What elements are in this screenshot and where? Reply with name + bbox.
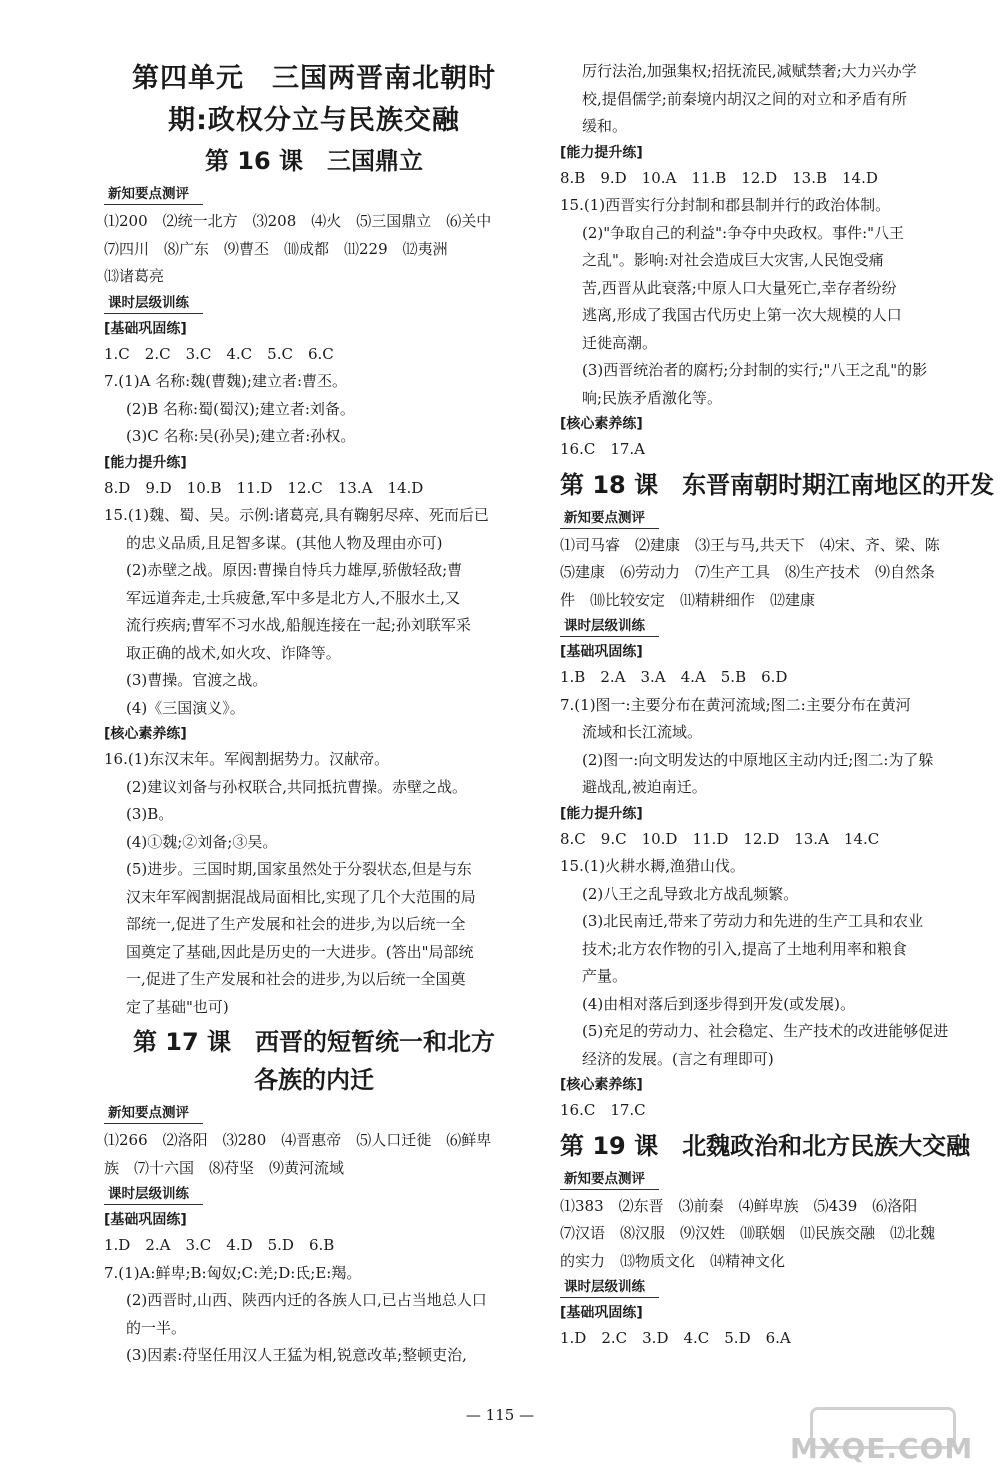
- answer-line: 8.B 9.D 10.A 11.B 12.D 13.B 14.D: [560, 168, 878, 187]
- answer-line: (3)北民南迁,带来了劳动力和先进的生产工具和农业: [582, 912, 924, 930]
- exercise-heading: [基础巩固练]: [560, 1305, 643, 1321]
- section-heading: 课时层级训练: [560, 1278, 659, 1298]
- answer-line: ⑸建康 ⑹劳动力 ⑺生产工具 ⑻生产技术 ⑼自然条: [560, 563, 936, 581]
- section-wrapper: [560, 506, 990, 532]
- answer-line: (2)建议刘备与孙权联合,共同抵抗曹操。赤壁之战。: [126, 777, 468, 796]
- answer-line: 件 ⑽比较安定 ⑾精耕细作 ⑿建康: [560, 590, 816, 609]
- answer-line: 8.D 9.D 10.B 11.D 12.C 13.A 14.D: [104, 478, 424, 497]
- answer-line: 技术;北方农作物的引入,提高了土地利用率和粮食: [582, 939, 907, 958]
- exercise-heading: [能力提升练]: [104, 454, 187, 471]
- answer-line: 15.(1)西晋实行分封制和郡县制并行的政治体制。: [560, 196, 891, 214]
- section-wrapper: [104, 1182, 524, 1208]
- watermark-logo: [780, 1405, 974, 1465]
- answer-line: (2)B 名称:蜀(蜀汉);建立者:刘备。: [126, 399, 355, 418]
- lesson-title: 第 18 课 东晋南朝时期江南地区的开发: [560, 470, 995, 499]
- answer-line: 的一半。: [126, 1318, 187, 1337]
- lesson-title: 第 16 课 三国鼎立: [204, 147, 424, 175]
- exercise-heading: [核心素养练]: [560, 1077, 643, 1093]
- answer-line: ⑴司马睿 ⑵建康 ⑶王与马,共天下 ⑷宋、齐、梁、陈: [560, 535, 940, 554]
- answer-line: 军远道奔走,士兵疲惫,军中多是北方人,不服水土,又: [126, 588, 461, 607]
- answer-line: (2)八王之乱导致北方战乱频繁。: [582, 884, 799, 903]
- section-heading: 新知要点测评: [104, 1104, 203, 1124]
- section-heading: 新知要点测评: [104, 185, 203, 205]
- answer-line: (3)B。: [126, 805, 174, 823]
- answer-line: (3)因素:苻坚任用汉人王猛为相,锐意改革;整顿吏治,: [126, 1346, 467, 1364]
- unit-title: 期:政权分立与民族交融: [168, 105, 460, 136]
- watermark-text: MXQE.COM: [790, 1432, 974, 1465]
- answer-line: 的实力 ⒀物质文化 ⒁精神文化: [560, 1251, 786, 1270]
- answer-line: ⑺四川 ⑻广东 ⑼曹丕 ⑽成都 ⑾229 ⑿夷洲: [104, 239, 448, 258]
- answer-line: 经济的发展。(言之有理即可): [582, 1049, 774, 1068]
- answer-line: (3)曹操。官渡之战。: [126, 671, 268, 689]
- answer-line: 苦,西晋从此衰落;中原人口大量死亡,幸存者纷纷: [582, 278, 897, 297]
- answer-line: 1.D 2.A 3.C 4.D 5.D 6.B: [104, 1236, 335, 1254]
- answer-line: 的忠义品质,且足智多谋。(其他人物及理由亦可): [126, 533, 443, 552]
- section-wrapper: [104, 291, 524, 317]
- answer-line: 7.(1)A:鲜卑;B:匈奴;C:羌;D:氐;E:羯。: [104, 1263, 362, 1282]
- answer-line: (4)①魏;②刘备;③吴。: [126, 832, 278, 851]
- exercise-heading: [核心素养练]: [560, 416, 643, 432]
- answer-line: 缓和。: [582, 117, 628, 135]
- answer-line: ⑴266 ⑵洛阳 ⑶280 ⑷晋惠帝 ⑸人口迁徙 ⑹鲜卑: [104, 1131, 492, 1149]
- answer-line: ⑴200 ⑵统一北方 ⑶208 ⑷火 ⑸三国鼎立 ⑹关中: [104, 212, 492, 230]
- answer-line: 之乱"。影响:对社会造成巨大灾害,人民饱受痛: [582, 251, 884, 269]
- answer-line: ⑴383 ⑵东晋 ⑶前秦 ⑷鲜卑族 ⑸439 ⑹洛阳: [560, 1196, 918, 1215]
- lesson-title: 第 17 课 西晋的短暂统一和北方: [132, 1028, 496, 1056]
- answer-line: ⒀诸葛亮: [104, 267, 165, 285]
- answer-line: (5)充足的劳动力、社会稳定、生产技术的改进能够促进: [582, 1022, 949, 1040]
- answer-line: 1.B 2.A 3.A 4.A 5.B 6.D: [560, 668, 788, 686]
- answer-line: 15.(1)火耕水耨,渔猎山伐。: [560, 857, 745, 875]
- exercise-heading: [能力提升练]: [560, 144, 643, 161]
- exercise-heading: [基础巩固练]: [104, 1212, 187, 1228]
- left-column: [104, 58, 524, 1370]
- section-wrapper: [560, 1275, 990, 1301]
- answer-line: 15.(1)魏、蜀、吴。示例:诸葛亮,具有鞠躬尽瘁、死而后已: [104, 506, 489, 524]
- exercise-heading: [基础巩固练]: [104, 320, 187, 337]
- answer-line: 响;民族矛盾激化等。: [582, 388, 723, 407]
- lesson-title: 各族的内迁: [254, 1066, 374, 1094]
- answer-line: 定了基础"也可): [126, 997, 229, 1016]
- section-wrapper: [560, 1167, 990, 1193]
- answer-line: 流行疾病;曹军不习水战,船舰连接在一起;孙刘联军采: [126, 616, 471, 634]
- section-heading: 新知要点测评: [560, 509, 659, 529]
- answer-line: 厉行法治,加强集权;招抚流民,减赋禁奢;大力兴办学: [582, 62, 917, 80]
- answer-line: 校,提倡儒学;前秦境内胡汉之间的对立和矛盾有所: [582, 89, 907, 108]
- answer-line: 逃离,形成了我国古代历史上第一次大规模的人口: [582, 306, 902, 324]
- answer-line: 1.D 2.C 3.D 4.C 5.D 6.A: [560, 1329, 791, 1347]
- answer-line: 取正确的战术,如火攻、诈降等。: [126, 643, 341, 662]
- exercise-heading: [能力提升练]: [560, 805, 643, 822]
- answer-line: 7.(1)图一:主要分布在黄河流域;图二:主要分布在黄河: [560, 695, 911, 714]
- answer-line: 8.C 9.C 10.D 11.D 12.D 13.A 14.C: [560, 829, 880, 848]
- answer-line: 7.(1)A 名称:魏(曹魏);建立者:曹丕。: [104, 372, 348, 390]
- page-number: — 115 —: [465, 1406, 535, 1424]
- unit-title: 第四单元 三国两晋南北朝时: [132, 63, 496, 94]
- answer-line: (2)赤壁之战。原因:曹操自恃兵力雄厚,骄傲轻敌;曹: [126, 561, 463, 579]
- answer-line: 流域和长江流域。: [582, 723, 703, 741]
- answer-line: 族 ⑺十六国 ⑻苻坚 ⑼黄河流域: [104, 1158, 345, 1177]
- answer-line: (4)由相对落后到逐步得到开发(或发展)。: [582, 994, 855, 1013]
- answer-line: 16.C 17.C: [560, 1101, 646, 1119]
- section-heading: 课时层级训练: [104, 294, 203, 314]
- section-heading: 新知要点测评: [560, 1170, 659, 1190]
- section-wrapper: [104, 1101, 524, 1127]
- answer-line: ⑺汉语 ⑻汉服 ⑼汉姓 ⑽联姻 ⑾民族交融 ⑿北魏: [560, 1224, 936, 1242]
- answer-line: (4)《三国演义》。: [126, 698, 245, 717]
- exercise-heading: [核心素养练]: [104, 726, 187, 742]
- section-heading: 课时层级训练: [104, 1185, 203, 1205]
- right-column: [560, 58, 995, 1353]
- answer-line: 部统一,促进了生产发展和社会的进步,为以后统一全: [126, 915, 466, 933]
- answer-line: 汉末年军阀割据混战局面相比,实现了几个大范围的局: [126, 887, 476, 906]
- answer-line: (3)C 名称:吴(孙吴);建立者:孙权。: [126, 427, 356, 445]
- section-wrapper: [560, 614, 990, 640]
- answer-line: 国奠定了基础,因此是历史的一大进步。(答出"局部统: [126, 942, 474, 961]
- answer-line: (3)西晋统治者的腐朽;分封制的实行;"八王之乱"的影: [582, 361, 928, 379]
- section-wrapper: [104, 182, 524, 208]
- answer-line: 一,促进了生产发展和社会的进步,为以后统一全国奠: [126, 970, 466, 988]
- answer-line: 避战乱,被迫南迁。: [582, 778, 707, 796]
- answer-line: 迁徙高潮。: [582, 333, 658, 352]
- answer-line: (2)图一:向文明发达的中原地区主动内迁;图二:为了躲: [582, 750, 934, 769]
- answer-line: 1.C 2.C 3.C 4.C 5.C 6.C: [104, 344, 334, 363]
- answer-line: (2)"争取自己的利益":争夺中央政权。事件:"八王: [582, 223, 905, 242]
- answer-line: (5)进步。三国时期,国家虽然处于分裂状态,但是与东: [126, 860, 472, 878]
- lesson-title: 第 19 课 北魏政治和北方民族大交融: [560, 1131, 971, 1160]
- answer-line: 产量。: [582, 967, 628, 985]
- answer-line: (2)西晋时,山西、陕西内迁的各族人口,已占当地总人口: [126, 1291, 487, 1309]
- section-heading: 课时层级训练: [560, 617, 659, 637]
- answer-line: 16.C 17.A: [560, 440, 646, 458]
- exercise-heading: [基础巩固练]: [560, 644, 643, 660]
- answer-line: 16.(1)东汉末年。军阀割据势力。汉献帝。: [104, 750, 390, 768]
